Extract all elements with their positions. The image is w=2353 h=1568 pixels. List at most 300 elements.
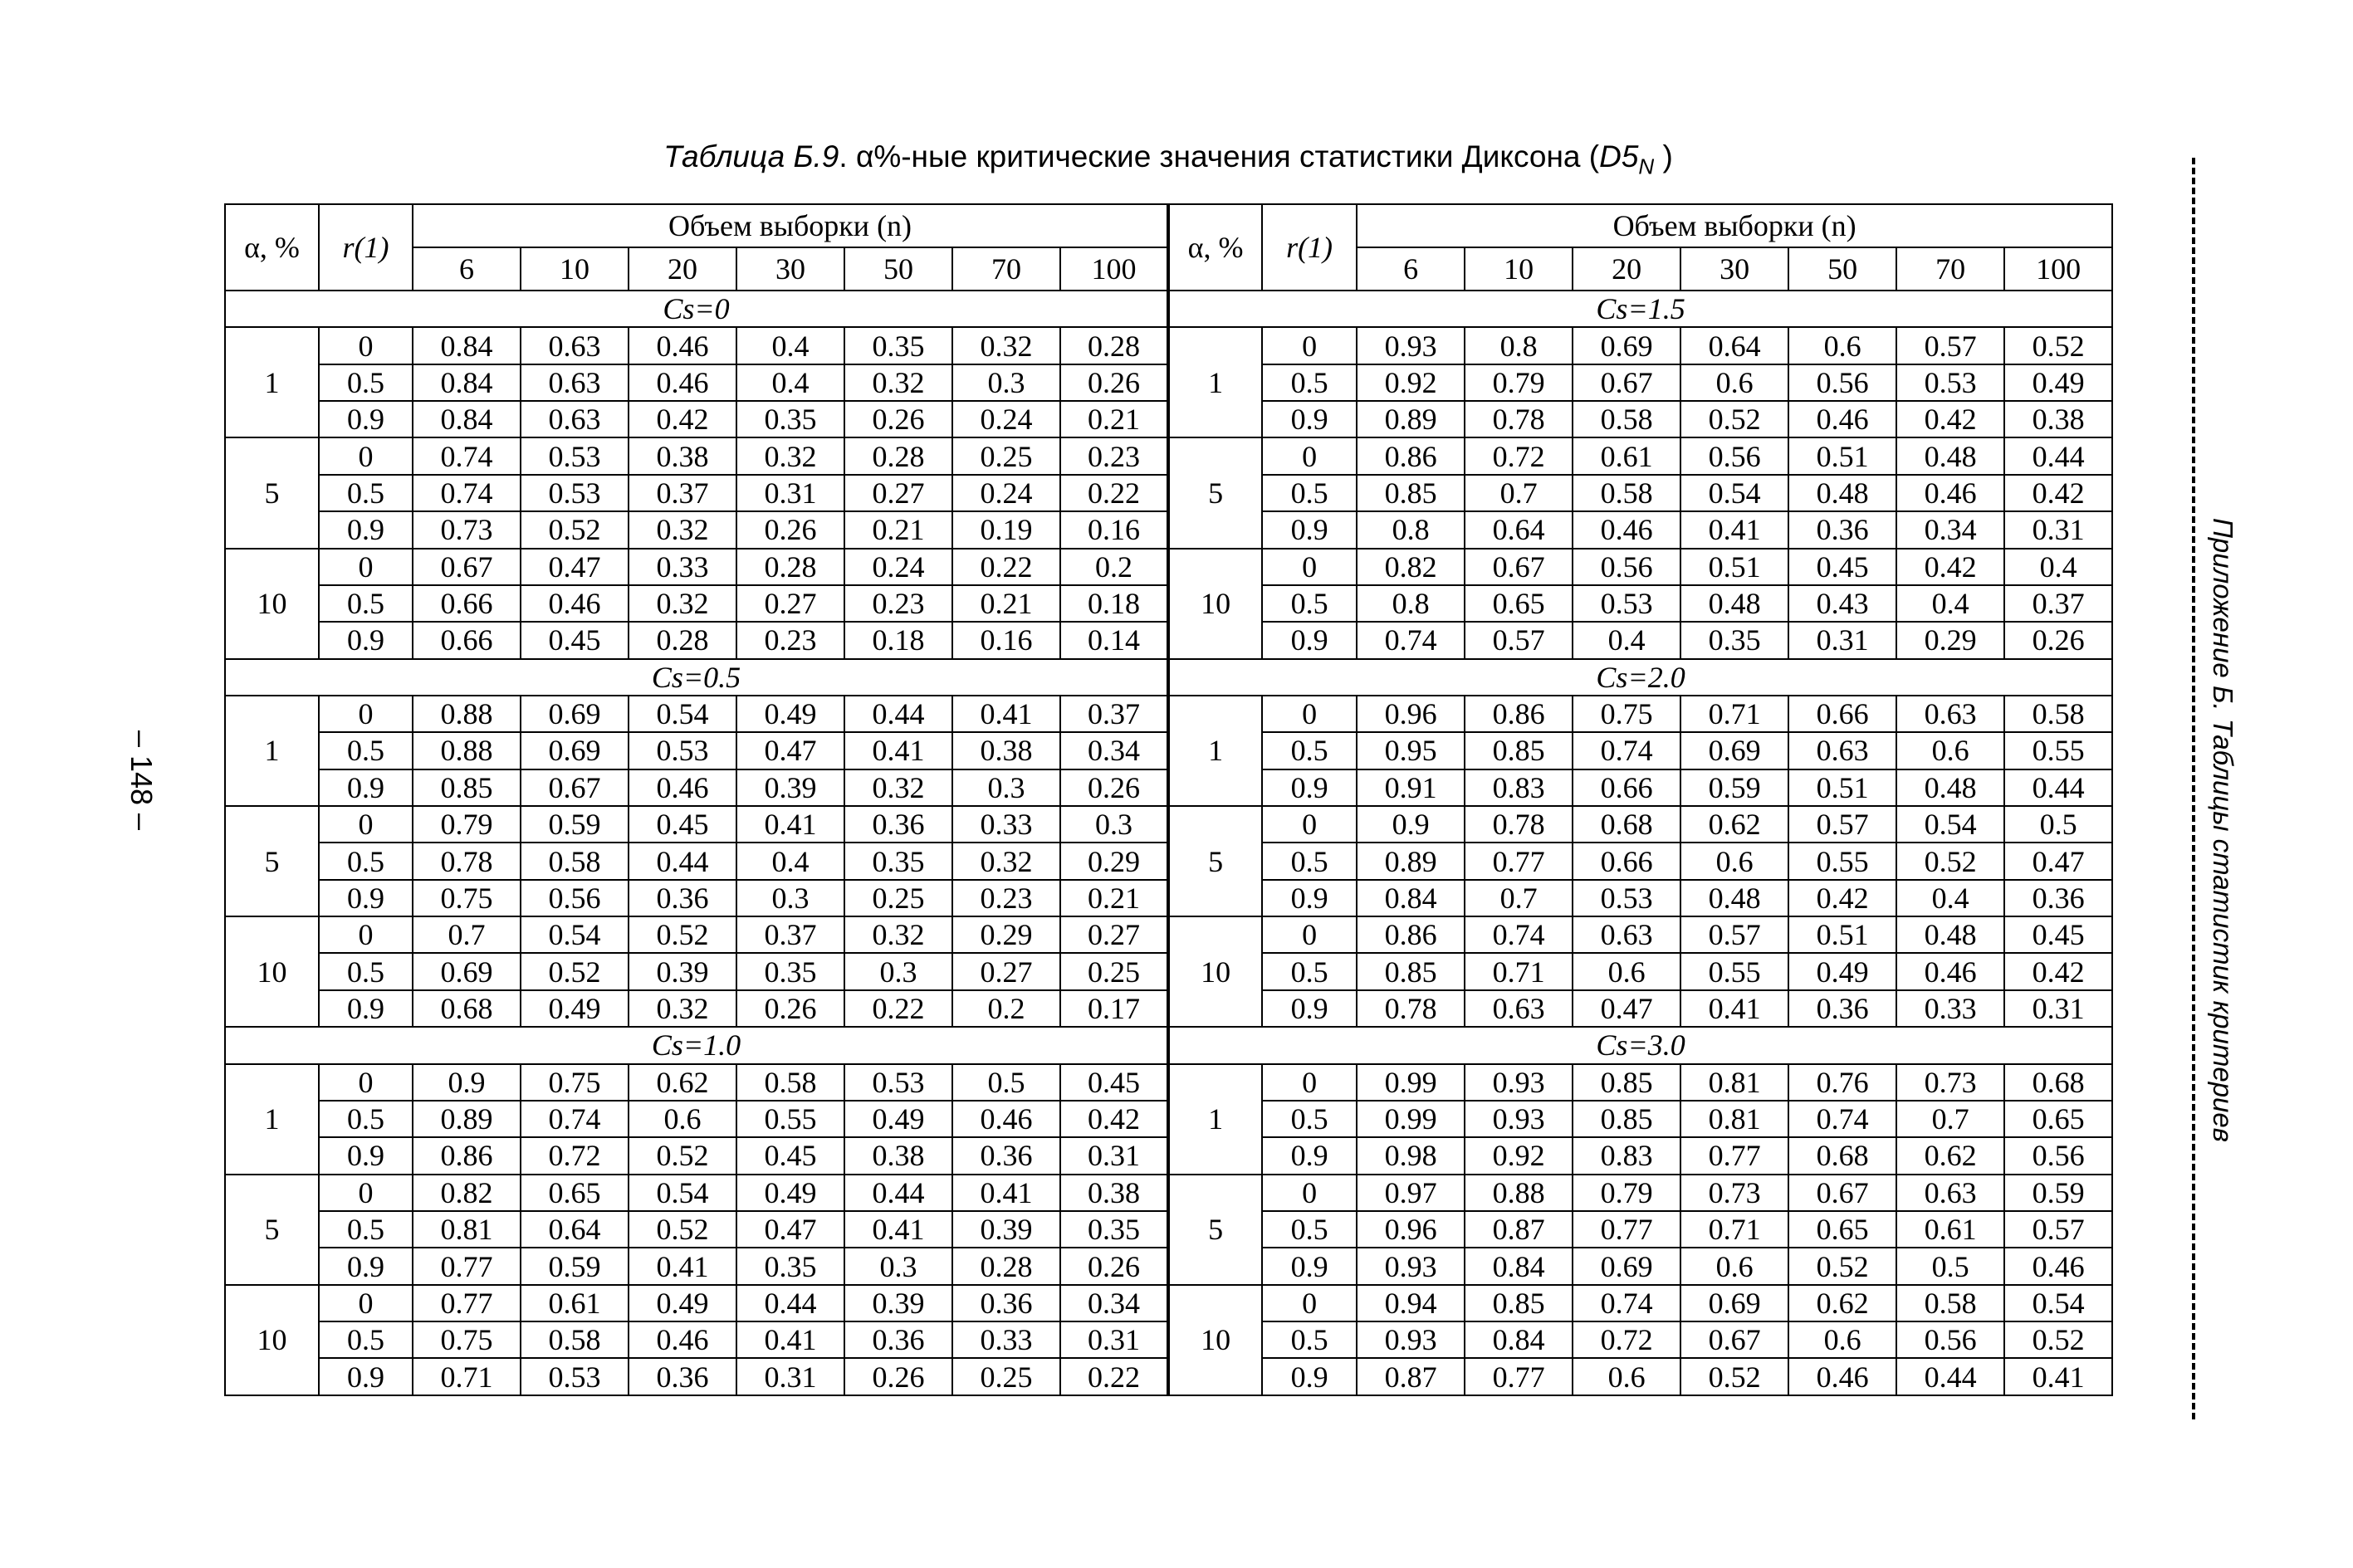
value-cell: 0.28 — [736, 549, 844, 585]
value-cell: 0.41 — [952, 696, 1060, 732]
r1-cell: 0 — [319, 327, 413, 364]
cs-title: Cs=3.0 — [1168, 1027, 2112, 1063]
r1-cell: 0.9 — [319, 1248, 413, 1284]
value-cell: 0.26 — [844, 1358, 952, 1395]
sample-size-cell: 50 — [844, 247, 952, 291]
value-cell: 0.63 — [1465, 990, 1573, 1027]
value-cell: 0.75 — [521, 1064, 629, 1101]
value-cell: 0.65 — [2004, 1101, 2112, 1137]
value-cell: 0.56 — [1896, 1321, 2004, 1358]
value-cell: 0.2 — [1060, 549, 1168, 585]
value-cell: 0.46 — [1896, 953, 2004, 989]
r1-cell: 0.9 — [319, 880, 413, 916]
value-cell: 0.26 — [736, 990, 844, 1027]
value-cell: 0.21 — [844, 511, 952, 548]
value-cell: 0.8 — [1465, 327, 1573, 364]
value-cell: 0.71 — [413, 1358, 521, 1395]
value-cell: 0.59 — [1680, 769, 1788, 806]
sample-size-cell: 10 — [1465, 247, 1573, 291]
r1-cell: 0 — [1262, 916, 1357, 953]
value-cell: 0.74 — [1573, 1285, 1680, 1321]
value-cell: 0.85 — [413, 769, 521, 806]
value-cell: 0.36 — [1788, 511, 1896, 548]
value-cell: 0.26 — [1060, 364, 1168, 401]
value-cell: 0.14 — [1060, 622, 1168, 658]
r1-cell: 0.5 — [319, 732, 413, 769]
sample-size-cell: 30 — [1680, 247, 1788, 291]
value-cell: 0.2 — [952, 990, 1060, 1027]
r1-cell: 0.5 — [1262, 843, 1357, 879]
value-cell: 0.96 — [1357, 1211, 1465, 1248]
value-cell: 0.56 — [521, 880, 629, 916]
value-cell: 0.62 — [1680, 806, 1788, 843]
value-cell: 0.35 — [1060, 1211, 1168, 1248]
value-cell: 0.4 — [1896, 880, 2004, 916]
value-cell: 0.44 — [629, 843, 736, 879]
value-cell: 0.86 — [1357, 916, 1465, 953]
value-cell: 0.78 — [413, 843, 521, 879]
value-cell: 0.67 — [1465, 549, 1573, 585]
r1-cell: 0.5 — [319, 1101, 413, 1137]
table-row — [225, 327, 2112, 364]
value-cell: 0.41 — [2004, 1358, 2112, 1395]
value-cell: 0.61 — [521, 1285, 629, 1321]
r1-cell: 0.9 — [319, 1358, 413, 1395]
value-cell: 0.99 — [1357, 1064, 1465, 1101]
value-cell: 0.75 — [413, 1321, 521, 1358]
value-cell: 0.32 — [736, 437, 844, 474]
value-cell: 0.46 — [1573, 511, 1680, 548]
value-cell: 0.36 — [844, 1321, 952, 1358]
value-cell: 0.35 — [1680, 622, 1788, 658]
r1-cell: 0.5 — [319, 1211, 413, 1248]
value-cell: 0.6 — [629, 1101, 736, 1137]
r1-cell: 0 — [319, 549, 413, 585]
value-cell: 0.66 — [1788, 696, 1896, 732]
value-cell: 0.49 — [521, 990, 629, 1027]
r1-cell: 0.9 — [1262, 1248, 1357, 1284]
value-cell: 0.48 — [1680, 880, 1788, 916]
value-cell: 0.42 — [1896, 549, 2004, 585]
value-cell: 0.41 — [844, 1211, 952, 1248]
value-cell: 0.75 — [1573, 696, 1680, 732]
value-cell: 0.6 — [1573, 953, 1680, 989]
value-cell: 0.49 — [736, 1175, 844, 1211]
value-cell: 0.69 — [413, 953, 521, 989]
value-cell: 0.34 — [1896, 511, 2004, 548]
value-cell: 0.6 — [1788, 327, 1896, 364]
value-cell: 0.28 — [1060, 327, 1168, 364]
value-cell: 0.91 — [1357, 769, 1465, 806]
value-cell: 0.48 — [1896, 769, 2004, 806]
value-cell: 0.63 — [1896, 1175, 2004, 1211]
cs-title: Cs=1.5 — [1168, 291, 2112, 327]
value-cell: 0.93 — [1357, 327, 1465, 364]
value-cell: 0.32 — [844, 364, 952, 401]
r1-cell: 0 — [319, 916, 413, 953]
value-cell: 0.52 — [629, 1137, 736, 1174]
value-cell: 0.61 — [1896, 1211, 2004, 1248]
value-cell: 0.73 — [1896, 1064, 2004, 1101]
value-cell: 0.25 — [844, 880, 952, 916]
alpha-cell: 1 — [1168, 696, 1262, 806]
value-cell: 0.84 — [1357, 880, 1465, 916]
value-cell: 0.48 — [1896, 916, 2004, 953]
value-cell: 0.39 — [952, 1211, 1060, 1248]
value-cell: 0.35 — [844, 843, 952, 879]
value-cell: 0.6 — [1788, 1321, 1896, 1358]
value-cell: 0.85 — [1465, 1285, 1573, 1321]
alpha-cell: 10 — [1168, 1285, 1262, 1395]
value-cell: 0.44 — [1896, 1358, 2004, 1395]
value-cell: 0.69 — [1680, 732, 1788, 769]
value-cell: 0.86 — [1465, 696, 1573, 732]
value-cell: 0.84 — [413, 327, 521, 364]
value-cell: 0.69 — [521, 732, 629, 769]
r1-cell: 0.5 — [319, 953, 413, 989]
value-cell: 0.74 — [1465, 916, 1573, 953]
sample-size-cell: 50 — [1788, 247, 1896, 291]
alpha-cell: 5 — [1168, 806, 1262, 916]
value-cell: 0.36 — [2004, 880, 2112, 916]
value-cell: 0.31 — [736, 1358, 844, 1395]
r1-cell: 0.5 — [1262, 364, 1357, 401]
r1-cell: 0.9 — [319, 511, 413, 548]
value-cell: 0.26 — [844, 401, 952, 437]
value-cell: 0.77 — [1573, 1211, 1680, 1248]
value-cell: 0.87 — [1465, 1211, 1573, 1248]
value-cell: 0.22 — [1060, 1358, 1168, 1395]
value-cell: 0.31 — [2004, 511, 2112, 548]
value-cell: 0.93 — [1357, 1248, 1465, 1284]
value-cell: 0.54 — [629, 1175, 736, 1211]
value-cell: 0.89 — [1357, 843, 1465, 879]
value-cell: 0.42 — [629, 401, 736, 437]
value-cell: 0.69 — [521, 696, 629, 732]
value-cell: 0.47 — [1573, 990, 1680, 1027]
r1-cell: 0.9 — [1262, 511, 1357, 548]
alpha-header: α, % — [225, 204, 319, 291]
value-cell: 0.78 — [1357, 990, 1465, 1027]
value-cell: 0.3 — [844, 953, 952, 989]
r1-header: r(1) — [319, 204, 413, 291]
value-cell: 0.84 — [1465, 1321, 1573, 1358]
value-cell: 0.71 — [1680, 1211, 1788, 1248]
value-cell: 0.6 — [1680, 1248, 1788, 1284]
value-cell: 0.3 — [844, 1248, 952, 1284]
caption-text: . α%-ные критические значения статистики Диксона ( — [839, 139, 1600, 173]
table-row — [225, 696, 2112, 732]
caption-stat: D5 — [1599, 139, 1639, 173]
alpha-cell: 1 — [225, 327, 319, 437]
alpha-cell: 1 — [225, 1064, 319, 1175]
value-cell: 0.79 — [413, 806, 521, 843]
value-cell: 0.53 — [844, 1064, 952, 1101]
value-cell: 0.37 — [629, 475, 736, 511]
value-cell: 0.52 — [1680, 1358, 1788, 1395]
r1-cell: 0.5 — [319, 364, 413, 401]
value-cell: 0.26 — [2004, 622, 2112, 658]
value-cell: 0.73 — [1680, 1175, 1788, 1211]
table-row — [225, 437, 2112, 474]
value-cell: 0.71 — [1465, 953, 1573, 989]
value-cell: 0.23 — [952, 880, 1060, 916]
value-cell: 0.46 — [629, 1321, 736, 1358]
value-cell: 0.46 — [629, 327, 736, 364]
caption-close: ) — [1654, 139, 1673, 173]
running-head: Приложение Б. Таблицы статистик критериев — [2208, 518, 2238, 1142]
table-caption — [224, 139, 2112, 179]
r1-cell: 0 — [1262, 1175, 1357, 1211]
value-cell: 0.47 — [521, 549, 629, 585]
value-cell: 0.77 — [413, 1248, 521, 1284]
value-cell: 0.28 — [844, 437, 952, 474]
table-row — [225, 549, 2112, 585]
r1-cell: 0.9 — [1262, 1137, 1357, 1174]
value-cell: 0.58 — [1896, 1285, 2004, 1321]
r1-cell: 0 — [1262, 327, 1357, 364]
value-cell: 0.54 — [1680, 475, 1788, 511]
value-cell: 0.7 — [1465, 475, 1573, 511]
value-cell: 0.77 — [1680, 1137, 1788, 1174]
r1-cell: 0 — [319, 696, 413, 732]
cs-title: Cs=0 — [225, 291, 1168, 327]
value-cell: 0.49 — [844, 1101, 952, 1137]
value-cell: 0.58 — [521, 843, 629, 879]
value-cell: 0.84 — [1465, 1248, 1573, 1284]
r1-cell: 0.9 — [319, 990, 413, 1027]
value-cell: 0.22 — [952, 549, 1060, 585]
value-cell: 0.42 — [1060, 1101, 1168, 1137]
value-cell: 0.57 — [1896, 327, 2004, 364]
r1-cell: 0.9 — [319, 769, 413, 806]
value-cell: 0.83 — [1465, 769, 1573, 806]
value-cell: 0.31 — [2004, 990, 2112, 1027]
value-cell: 0.32 — [844, 769, 952, 806]
value-cell: 0.59 — [521, 806, 629, 843]
r1-cell: 0 — [319, 1064, 413, 1101]
value-cell: 0.33 — [952, 806, 1060, 843]
value-cell: 0.68 — [2004, 1064, 2112, 1101]
value-cell: 0.35 — [844, 327, 952, 364]
value-cell: 0.25 — [1060, 953, 1168, 989]
value-cell: 0.26 — [1060, 1248, 1168, 1284]
value-cell: 0.64 — [1680, 327, 1788, 364]
value-cell: 0.27 — [952, 953, 1060, 989]
value-cell: 0.54 — [2004, 1285, 2112, 1321]
value-cell: 0.63 — [521, 401, 629, 437]
value-cell: 0.67 — [413, 549, 521, 585]
sample-size-cell: 100 — [1060, 247, 1168, 291]
cs-title: Cs=0.5 — [225, 659, 1168, 696]
value-cell: 0.23 — [844, 585, 952, 622]
value-cell: 0.35 — [736, 953, 844, 989]
value-cell: 0.53 — [1573, 880, 1680, 916]
value-cell: 0.85 — [1465, 732, 1573, 769]
value-cell: 0.78 — [1465, 806, 1573, 843]
value-cell: 0.45 — [736, 1137, 844, 1174]
sample-size-header: Объем выборки (n) — [413, 204, 1168, 247]
value-cell: 0.32 — [952, 327, 1060, 364]
alpha-cell: 10 — [1168, 549, 1262, 659]
value-cell: 0.73 — [413, 511, 521, 548]
value-cell: 0.85 — [1357, 475, 1465, 511]
alpha-cell: 10 — [225, 916, 319, 1027]
value-cell: 0.41 — [844, 732, 952, 769]
value-cell: 0.92 — [1465, 1137, 1573, 1174]
r1-cell: 0.9 — [1262, 401, 1357, 437]
value-cell: 0.56 — [1788, 364, 1896, 401]
value-cell: 0.44 — [844, 1175, 952, 1211]
value-cell: 0.63 — [521, 327, 629, 364]
value-cell: 0.81 — [1680, 1101, 1788, 1137]
value-cell: 0.54 — [521, 916, 629, 953]
value-cell: 0.53 — [521, 1358, 629, 1395]
value-cell: 0.6 — [1573, 1358, 1680, 1395]
value-cell: 0.51 — [1788, 437, 1896, 474]
value-cell: 0.6 — [1680, 364, 1788, 401]
value-cell: 0.54 — [1896, 806, 2004, 843]
r1-cell: 0.5 — [1262, 732, 1357, 769]
value-cell: 0.53 — [629, 732, 736, 769]
value-cell: 0.63 — [1573, 916, 1680, 953]
value-cell: 0.51 — [1680, 549, 1788, 585]
value-cell: 0.74 — [1788, 1101, 1896, 1137]
cs-title-row — [225, 291, 2112, 327]
alpha-cell: 10 — [1168, 916, 1262, 1027]
value-cell: 0.69 — [1573, 327, 1680, 364]
value-cell: 0.16 — [952, 622, 1060, 658]
value-cell: 0.84 — [413, 401, 521, 437]
r1-cell: 0.9 — [1262, 769, 1357, 806]
value-cell: 0.56 — [1573, 549, 1680, 585]
value-cell: 0.79 — [1573, 1175, 1680, 1211]
value-cell: 0.66 — [1573, 769, 1680, 806]
value-cell: 0.52 — [1896, 843, 2004, 879]
r1-cell: 0.5 — [1262, 1211, 1357, 1248]
value-cell: 0.36 — [952, 1137, 1060, 1174]
value-cell: 0.58 — [1573, 401, 1680, 437]
value-cell: 0.22 — [1060, 475, 1168, 511]
r1-cell: 0.5 — [319, 475, 413, 511]
value-cell: 0.46 — [1788, 401, 1896, 437]
r1-cell: 0.9 — [1262, 622, 1357, 658]
r1-cell: 0.9 — [1262, 1358, 1357, 1395]
value-cell: 0.69 — [1573, 1248, 1680, 1284]
sample-size-cell: 10 — [521, 247, 629, 291]
value-cell: 0.7 — [1465, 880, 1573, 916]
value-cell: 0.53 — [1573, 585, 1680, 622]
value-cell: 0.41 — [952, 1175, 1060, 1211]
value-cell: 0.96 — [1357, 696, 1465, 732]
value-cell: 0.89 — [413, 1101, 521, 1137]
value-cell: 0.63 — [1896, 696, 2004, 732]
value-cell: 0.49 — [2004, 364, 2112, 401]
value-cell: 0.62 — [1788, 1285, 1896, 1321]
alpha-cell: 10 — [225, 1285, 319, 1395]
r1-cell: 0.5 — [1262, 1321, 1357, 1358]
value-cell: 0.88 — [1465, 1175, 1573, 1211]
r1-cell: 0 — [1262, 549, 1357, 585]
value-cell: 0.3 — [952, 364, 1060, 401]
value-cell: 0.89 — [1357, 401, 1465, 437]
r1-cell: 0 — [1262, 1285, 1357, 1321]
value-cell: 0.4 — [736, 843, 844, 879]
value-cell: 0.86 — [1357, 437, 1465, 474]
value-cell: 0.88 — [413, 732, 521, 769]
value-cell: 0.45 — [2004, 916, 2112, 953]
value-cell: 0.8 — [1357, 511, 1465, 548]
value-cell: 0.72 — [1465, 437, 1573, 474]
value-cell: 0.87 — [1357, 1358, 1465, 1395]
cs-title-row — [225, 1027, 2112, 1063]
value-cell: 0.46 — [521, 585, 629, 622]
value-cell: 0.33 — [952, 1321, 1060, 1358]
value-cell: 0.52 — [1680, 401, 1788, 437]
value-cell: 0.46 — [1788, 1358, 1896, 1395]
value-cell: 0.65 — [1465, 585, 1573, 622]
value-cell: 0.52 — [521, 953, 629, 989]
r1-cell: 0.9 — [1262, 990, 1357, 1027]
value-cell: 0.48 — [1788, 475, 1896, 511]
value-cell: 0.25 — [952, 437, 1060, 474]
value-cell: 0.93 — [1465, 1064, 1573, 1101]
value-cell: 0.54 — [629, 696, 736, 732]
value-cell: 0.92 — [1357, 364, 1465, 401]
value-cell: 0.93 — [1465, 1101, 1573, 1137]
value-cell: 0.21 — [1060, 880, 1168, 916]
value-cell: 0.29 — [952, 916, 1060, 953]
alpha-cell: 1 — [1168, 327, 1262, 437]
sample-size-cell: 100 — [2004, 247, 2112, 291]
value-cell: 0.28 — [629, 622, 736, 658]
value-cell: 0.45 — [629, 806, 736, 843]
sample-size-cell: 30 — [736, 247, 844, 291]
value-cell: 0.3 — [952, 769, 1060, 806]
value-cell: 0.67 — [1680, 1321, 1788, 1358]
r1-cell: 0.5 — [319, 843, 413, 879]
value-cell: 0.95 — [1357, 732, 1465, 769]
value-cell: 0.8 — [1357, 585, 1465, 622]
value-cell: 0.68 — [1788, 1137, 1896, 1174]
alpha-header: α, % — [1168, 204, 1262, 291]
value-cell: 0.49 — [629, 1285, 736, 1321]
value-cell: 0.69 — [1680, 1285, 1788, 1321]
dixon-critical-values-table — [224, 203, 2113, 1396]
value-cell: 0.52 — [1788, 1248, 1896, 1284]
value-cell: 0.31 — [1060, 1137, 1168, 1174]
page-number: – 148 – — [125, 730, 159, 831]
table-row — [225, 806, 2112, 843]
value-cell: 0.59 — [2004, 1175, 2112, 1211]
cs-title-row — [225, 659, 2112, 696]
value-cell: 0.83 — [1573, 1137, 1680, 1174]
value-cell: 0.53 — [1896, 364, 2004, 401]
value-cell: 0.55 — [1680, 953, 1788, 989]
value-cell: 0.49 — [1788, 953, 1896, 989]
alpha-cell: 5 — [1168, 437, 1262, 548]
value-cell: 0.26 — [736, 511, 844, 548]
value-cell: 0.57 — [1465, 622, 1573, 658]
value-cell: 0.67 — [521, 769, 629, 806]
value-cell: 0.48 — [1680, 585, 1788, 622]
value-cell: 0.68 — [413, 990, 521, 1027]
value-cell: 0.74 — [413, 437, 521, 474]
value-cell: 0.46 — [952, 1101, 1060, 1137]
value-cell: 0.29 — [1896, 622, 2004, 658]
r1-header: r(1) — [1262, 204, 1357, 291]
table-row — [225, 1064, 2112, 1101]
